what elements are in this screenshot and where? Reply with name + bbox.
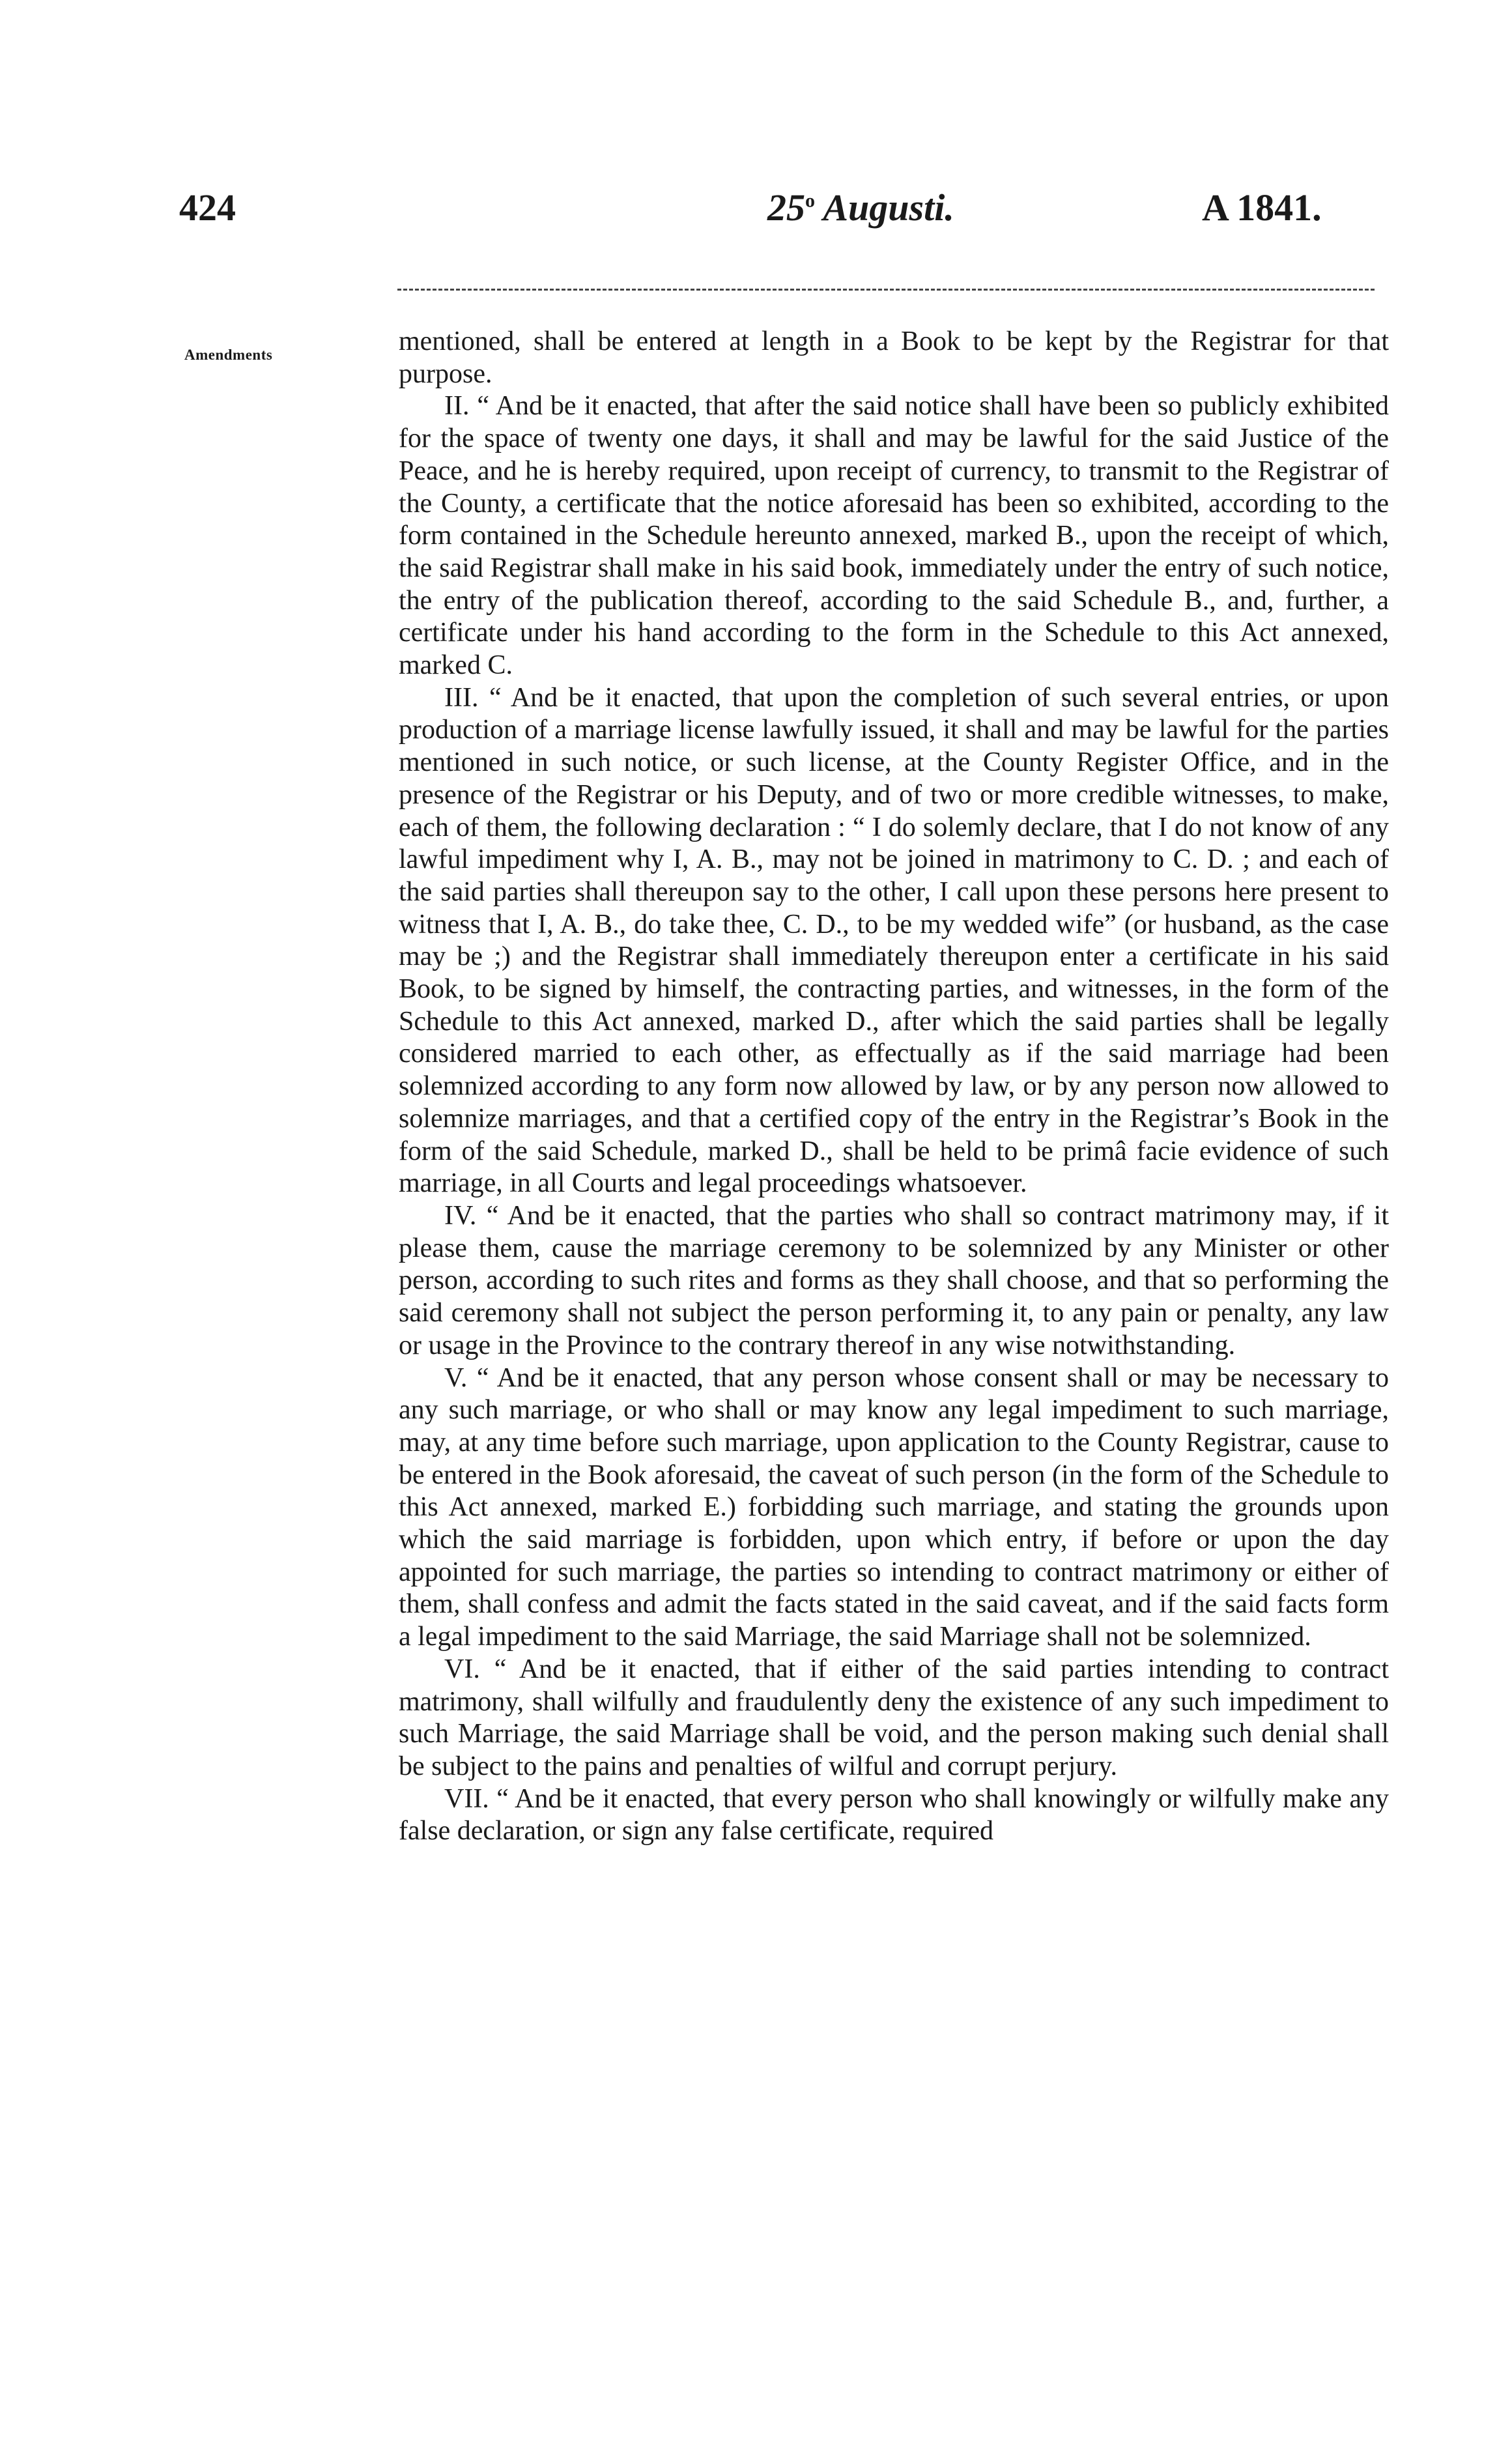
- body-text: [399, 326, 1389, 1848]
- running-title-ordinal: o: [805, 190, 815, 212]
- section-vii: VII. “ And be it enacted, that every person who shall knowingly or wilfully make any false declaration, or sign any false certificate, required: [399, 1783, 1389, 1846]
- margin-note: Amendments: [184, 347, 273, 363]
- page-number: 424: [179, 186, 236, 229]
- running-title: [767, 186, 954, 229]
- section-ii: II. “ And be it enacted, that after the said notice shall have been so publicly exhibited for the space of twenty one days, it shall and may be lawful for the said Justice of the Peace, and he is hereby required, upon receipt of currency, to transmit to the Registrar of the County, a certificate that the notice aforesaid has been so exhibited, according to the form contained in the Schedule hereunto annexed, marked B., upon the receipt of which, the said Registrar shall make in his said book, immediately under the entry of such notice, the entry of the publication thereof, according to the said Schedule B., and, further, a certificate under his hand according to the form in the Schedule to this Act annexed, marked C.: [399, 391, 1389, 681]
- running-year: A 1841.: [1202, 186, 1322, 229]
- running-title-day: 25: [767, 186, 805, 229]
- header-rule: [397, 289, 1375, 291]
- section-vi: VI. “ And be it enacted, that if either of the said parties intending to contract matrimony, shall wilfully and fraudulently deny the existence of any such impediment to such Marriage, the said Marriage shall be void, and the person making such denial shall be subject to the pains and penalties of wilful and corrupt perjury.: [399, 1654, 1389, 1781]
- section-v: V. “ And be it enacted, that any person whose consent shall or may be necessary to any such marriage, or who shall or may know any legal impediment to such marriage, may, at any time before such marriage, upon application to the County Registrar, cause to be entered in the Book aforesaid, the caveat of such person (in the form of the Schedule to this Act annexed, marked E.) forbidding such marriage, and stating the grounds upon which the said marriage is forbidden, upon which entry, if before or upon the day appointed for such marriage, the parties so intending to contract matrimony or either of them, shall confess and admit the facts stated in the said caveat, and if the said facts form a legal impediment to the said Marriage, the said Marriage shall not be solemnized.: [399, 1362, 1389, 1652]
- paragraph-continued: mentioned, shall be entered at length in a Book to be kept by the Registrar for that purpose.: [399, 326, 1389, 389]
- section-iv: IV. “ And be it enacted, that the parties who shall so contract matrimony may, if it please them, cause the marriage ceremony to be solemnized by any Minister or other person, according to such rites and forms as they shall choose, and that so performing the said ceremony shall not subject the person performing it, to any pain or penalty, any law or usage in the Province to the contrary thereof in any wise notwithstanding.: [399, 1200, 1389, 1360]
- running-title-month: Augusti.: [823, 186, 954, 229]
- section-iii: III. “ And be it enacted, that upon the completion of such several entries, or upon production of a marriage license lawfully issued, it shall and may be lawful for the parties mentioned in such notice, or such license, at the County Register Office, and in the presence of the Registrar or his Deputy, and of two or more credible witnesses, to make, each of them, the following declaration : “ I do solemly declare, that I do not know of any lawful impediment why I, A. B., may not be joined in matrimony to C. D. ; and each of the said parties shall thereupon say to the other, I call upon these persons here present to witness that I, A. B., do take thee, C. D., to be my wedded wife” (or husband, as the case may be ;) and the Registrar shall immediately thereupon enter a certificate in his said Book, to be signed by himself, the contracting parties, and witnesses, in the form of the Schedule to this Act annexed, marked D., after which the said parties shall be legally considered married to each other, as effectually as if the said marriage had been solemnized according to any form now allowed by law, or by any person now allowed to solemnize marriages, and that a certified copy of the entry in the Registrar’s Book in the form of the said Schedule, marked D., shall be held to be primâ facie evidence of such marriage, in all Courts and legal proceedings whatsoever.: [399, 682, 1389, 1199]
